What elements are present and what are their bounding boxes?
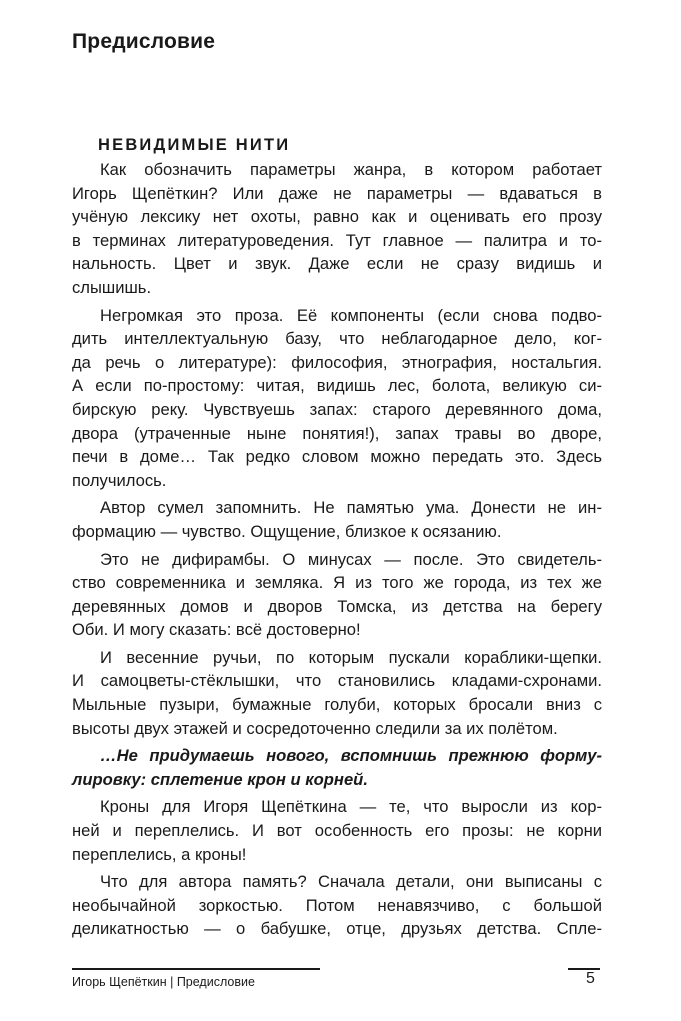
paragraph <box>72 548 602 642</box>
text-line: …Не придумаешь нового, вспомнишь прежнюю форму- <box>100 746 602 766</box>
text-line: деревянных домов и дворов Томска, из детства на берегу <box>72 596 602 616</box>
text-line: формацию — чувство. Ощущение, близкое к осязанию. <box>72 521 502 541</box>
text-line: в терминах литературоведения. Тут главное — палитра и то- <box>72 230 602 250</box>
text-line: А если по-простому: читая, видишь лес, болота, великую си- <box>72 376 602 396</box>
footer-rule-left <box>72 968 320 970</box>
text-line: переплелись, а кроны! <box>72 844 247 864</box>
body-text <box>72 133 602 941</box>
text-line: И весенние ручьи, по которым пускали кораблики-щепки. <box>100 647 602 667</box>
text-line: лировку: сплетение крон и корней. <box>72 769 368 789</box>
text-line: двора (утраченные ныне понятия!), запах травы во дворе, <box>72 423 602 443</box>
text-line: дить интеллектуальную базу, что неблагодарное дело, ког- <box>72 329 602 349</box>
text-line: ней и переплелись. И вот особенность его прозы: не корни <box>72 821 602 841</box>
paragraph <box>72 870 602 941</box>
footer-rule-right <box>568 968 600 970</box>
text-line: Негромкая это проза. Её компоненты (если снова подво- <box>100 305 602 325</box>
text-line: получилось. <box>72 470 167 490</box>
text-line: нальность. Цвет и звук. Даже если не сразу видишь и <box>72 254 602 274</box>
footer-running-title: Игорь Щепёткин | Предисловие <box>72 975 255 989</box>
paragraphs <box>72 158 602 941</box>
text-line: деликатностью — о бабушке, отце, друзьях детства. Спле- <box>72 919 602 939</box>
text-line: бирскую реку. Чувствуешь запах: старого деревянного дома, <box>72 399 602 419</box>
text-line: Мыльные пузыри, бумажные голуби, которых бросали вниз с <box>72 695 602 715</box>
text-line: Что для автора память? Сначала детали, они выписаны с <box>100 872 602 892</box>
text-line: слышишь. <box>72 277 152 297</box>
paragraph <box>72 744 602 791</box>
text-line: Автор сумел запомнить. Не памятью ума. Донести не ин- <box>100 498 602 518</box>
text-line: Оби. И могу сказать: всё достоверно! <box>72 620 361 640</box>
page-title: Предисловие <box>72 30 216 53</box>
text-line: Это не дифирамбы. О минусах — после. Это свидетель- <box>100 549 602 569</box>
text-line: ство современника и земляка. Я из того же города, из тех же <box>72 573 602 593</box>
paragraph <box>72 304 602 493</box>
text-line: высоты двух этажей и сосредоточенно следили за их полётом. <box>72 718 558 738</box>
page-number: 5 <box>586 970 595 987</box>
text-line: Игорь Щепёткин? Или даже не параметры — вдаваться в <box>72 183 602 203</box>
paragraph <box>72 646 602 740</box>
text-line: печи в доме… Так редко словом можно передать это. Здесь <box>72 447 602 467</box>
text-line: Как обозначить параметры жанра, в котором работает <box>100 160 602 179</box>
paragraph <box>72 158 602 300</box>
paragraph <box>72 795 602 866</box>
text-line: И самоцветы-стёклышки, что становились кладами-схронами. <box>72 671 602 691</box>
text-line: необычайной зоркостью. Потом ненавязчиво, с большой <box>72 895 602 915</box>
section-title: НЕВИДИМЫЕ НИТИ <box>98 136 291 154</box>
paragraph <box>72 496 602 543</box>
text-line: Кроны для Игоря Щепёткина — те, что выросли из кор- <box>100 797 602 817</box>
text-line: да речь о литературе): философия, этнография, ностальгия. <box>72 352 602 372</box>
text-line: учёную лексику нет охоты, равно как и оценивать его прозу <box>72 207 602 227</box>
